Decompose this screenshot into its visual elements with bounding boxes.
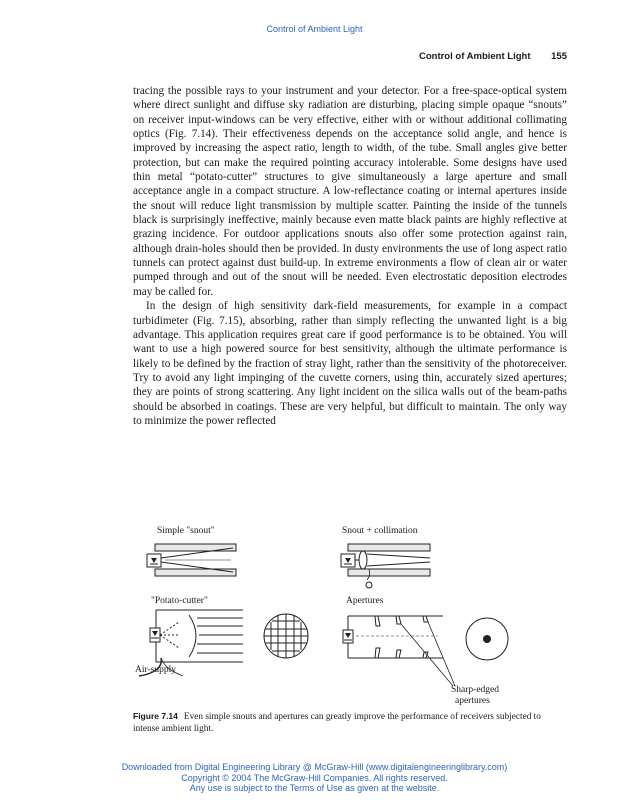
header-link[interactable]: Control of Ambient Light bbox=[266, 24, 363, 34]
label-potato-cutter: "Potato-cutter" bbox=[151, 596, 208, 606]
figure-7-14 bbox=[133, 518, 567, 708]
footer-copyright: Copyright © 2004 The McGraw-Hill Companies. All rights reserved. bbox=[181, 772, 448, 783]
footer-terms[interactable]: Any use is subject to the Terms of Use as given at the website. bbox=[189, 783, 440, 793]
footer bbox=[0, 762, 629, 794]
footer-download-link[interactable]: Downloaded from Digital Engineering Library @ McGraw-Hill (www.digitalengineeringlibrary.com) bbox=[121, 762, 508, 772]
label-simple-snout: Simple "snout" bbox=[157, 526, 215, 536]
caption-figure-number: Figure 7.14 bbox=[133, 711, 178, 721]
label-apertures-2: apertures bbox=[455, 696, 490, 706]
label-snout-collimation: Snout + collimation bbox=[342, 526, 418, 536]
label-apertures: Apertures bbox=[346, 596, 384, 606]
caption-text: Even simple snouts and apertures can greatly improve the performance of receivers subjected to intense ambient light. bbox=[133, 712, 541, 734]
body-text bbox=[133, 84, 567, 428]
label-air-supply: Air-supply bbox=[135, 665, 176, 675]
figure-caption bbox=[133, 711, 567, 735]
label-sharp-edged: Sharp-edged bbox=[451, 685, 500, 695]
apertures-diagram bbox=[343, 616, 508, 686]
running-head-title: Control of Ambient Light bbox=[418, 51, 531, 62]
figure-diagram bbox=[133, 518, 567, 708]
snout-collimation-diagram bbox=[341, 544, 430, 588]
page-number: 155 bbox=[551, 51, 567, 62]
paragraph: tracing the possible rays to your instrument and your detector. For a free-space-optical system where direct sunlight and diffuse sky radiation are disturbing, placing simple opaque “snouts” on receiver input-windows can be very effective, either with or without additional collimating optics (Fig. 7.14). Their effectiveness depends on the acceptance solid angle, and hence is improved by increasing the aspect ratio, length to width, of the tube. Small angles give better protection, but can make the required pointing accuracy intolerable. Some designs have used thin metal “potato-cutter” structures to give simultaneously a large aperture and small acceptance angle in a compact structure. A low-reflectance coating or internal apertures inside the snout will reduce light transmission by multiple scatter. Painting the inside of the tunnels black is surprisingly ineffective, mainly because even matte black paints are highly reflective at grazing incidence. For outdoor applications snouts also offer some protection against rain, although drain-holes should then be provided. In dusty environments the use of long aspect ratio tunnels can protect against dust build-up. In extreme environments a flow of clean air or water pumped through and out of the snout will be needed. Even electrostatic deposition electrodes may be called for. bbox=[133, 85, 567, 298]
paragraph: In the design of high sensitivity dark-field measurements, for example in a compact turbidimeter (Fig. 7.15), absorbing, rather than simply reflecting the unwanted light is a big advantage. This application requires great care if good performance is to be obtained. You will want to use a high powered source for best sensitivity, although the ultimate performance is likely to be defined by the fraction of stray light, rather than the sensitivity of the photoreceiver. Try to avoid any light impinging of the cuvette corners, using thin, accurately sized apertures; they are points of strong scattering. Any light incident on the silica walls out of the beam-paths should be absorbed in coatings. These are very helpful, but difficult to maintain. The only way to minimize the power reflected bbox=[133, 300, 567, 427]
simple-snout-diagram bbox=[147, 544, 236, 576]
running-head bbox=[133, 51, 567, 62]
